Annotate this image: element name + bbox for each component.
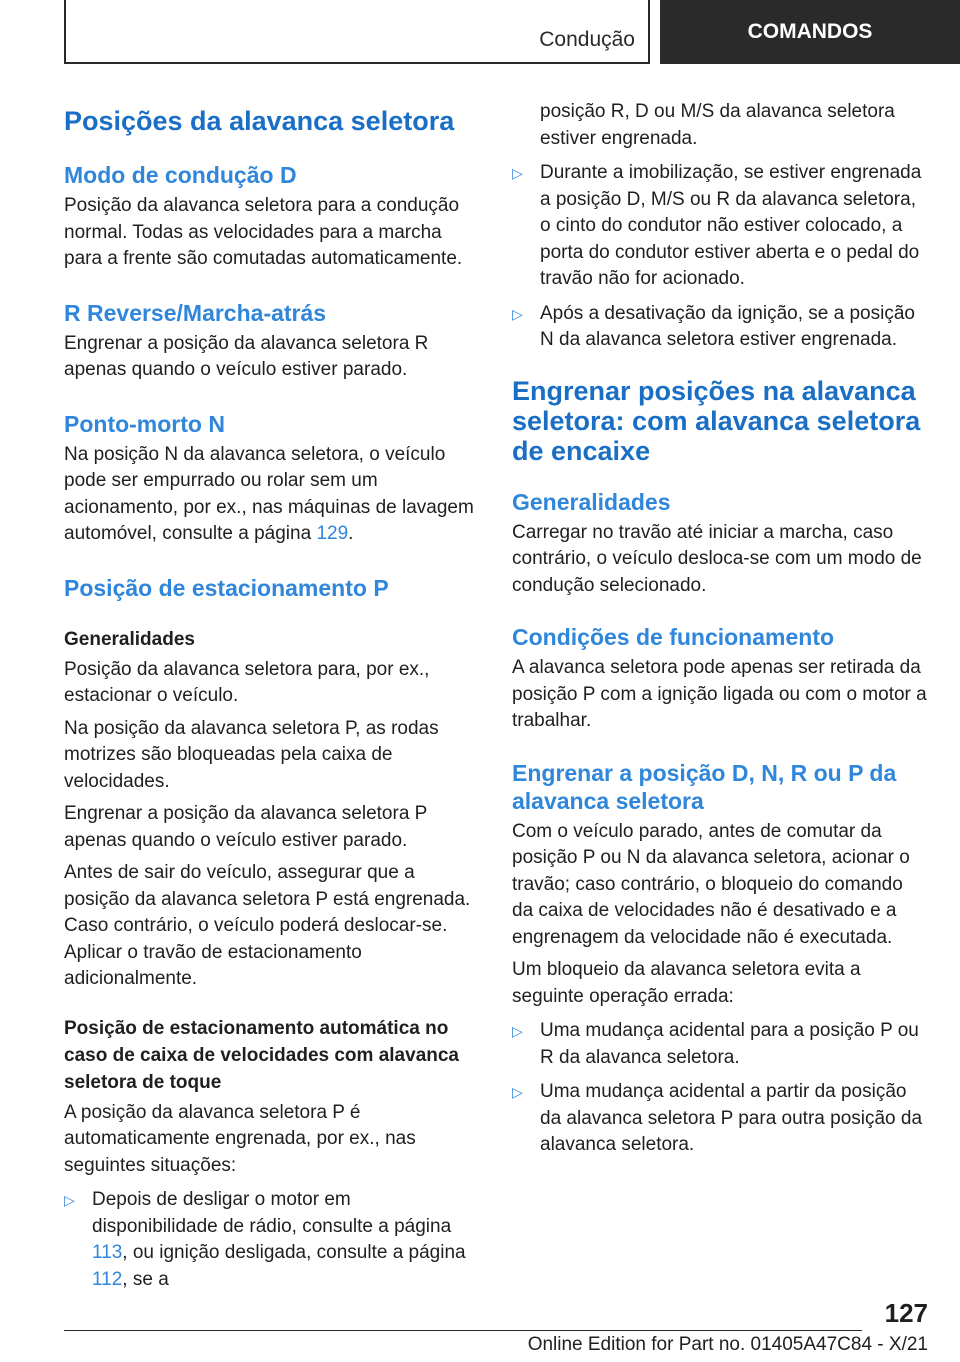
- list-item-text-part: , se a: [122, 1268, 169, 1290]
- heading-general: Generalidades: [512, 488, 671, 515]
- heading-park: Posição de estacionamento P: [64, 574, 389, 601]
- page-link-112[interactable]: 112: [92, 1268, 123, 1290]
- left-column: [64, 96, 478, 1293]
- heading-reverse: R Reverse/Marcha-atrás: [64, 299, 327, 326]
- paragraph-general: Carregar no travão até iniciar a marcha, caso contrário, o veículo desloca-se com um modo de condução selecionado.: [512, 521, 922, 596]
- heading-neutral: Ponto-morto N: [64, 410, 225, 437]
- paragraph-park-1: Posição da alavanca seletora para, por ex., estacionar o veículo.: [64, 658, 430, 706]
- subheading-general: Generalidades: [64, 628, 195, 650]
- page-link-129[interactable]: 129: [316, 523, 349, 544]
- triangle-bullet-icon: ▷: [512, 165, 523, 181]
- section-tab: COMANDOS: [660, 0, 960, 64]
- list-item: [512, 160, 928, 293]
- paragraph-conditions: A alavanca seletora pode apenas ser retirada da posição P com a ignição ligada ou com o motor a trabalhar.: [512, 657, 927, 731]
- triangle-bullet-icon: ▷: [512, 305, 523, 322]
- paragraph-park-4: Antes de sair do veículo, assegurar que a posição da alavanca seletora P está engrenada. Caso contrário, o veículo poderá deslocar-se. Aplicar o travão de estacionamento adicionalmente.: [64, 862, 471, 989]
- paragraph-auto-park: A posição da alavanca seletora P é automaticamente engrenada, por ex., nas seguintes situações:: [64, 1101, 416, 1176]
- heading-conditions: Condições de funcionamento: [512, 624, 835, 650]
- paragraph-neutral-end: .: [348, 523, 354, 544]
- list-item-text: Uma mudança acidental a partir da posição da alavanca seletora P para outra posição da alavanca seletora.: [540, 1081, 923, 1155]
- page-number: 127: [884, 1298, 928, 1328]
- paragraph-mode-d: Posição da alavanca seletora para a condução normal. Todas as velocidades para a marcha para a frente são comutadas automaticamente.: [64, 195, 463, 269]
- page-link-113[interactable]: 113: [92, 1242, 123, 1263]
- list-item-text-part: , ou ignição desligada, consulte a página: [122, 1242, 466, 1263]
- list-item-text: [92, 1187, 478, 1293]
- paragraph-neutral-text: Na posição N da alavanca seletora, o veículo pode ser empurrado ou rolar sem um acionamento, por ex., nas máquinas de lavagem automóvel, consulte a página: [64, 443, 474, 544]
- chapter-title: Condução: [539, 28, 635, 51]
- header-rule-bottom: [64, 62, 650, 64]
- list-item: [512, 301, 928, 354]
- paragraph-reverse: Engrenar a posição da alavanca seletora R apenas quando o veículo estiver parado.: [64, 332, 429, 380]
- paragraph-neutral: [64, 442, 478, 548]
- heading-engage: Engrenar posições na alavanca seletora: com alavanca seletora de encaixe: [512, 375, 921, 466]
- footer-rule: [64, 1330, 862, 1331]
- list-item: [512, 1079, 928, 1159]
- header-rule-left: [64, 0, 66, 64]
- paragraph-park-2: Na posição da alavanca seletora P, as rodas motrizes são bloqueadas pela caixa de velocidades.: [64, 717, 439, 792]
- list-item-text-part: Depois de desligar o motor em disponibilidade de rádio, consulte a página: [92, 1189, 452, 1237]
- list-item: [64, 1187, 478, 1293]
- header-rule-right: [648, 0, 650, 64]
- list-item-continued: [512, 99, 928, 152]
- paragraph-park-3: Engrenar a posição da alavanca seletora P apenas quando o veículo estiver parado.: [64, 803, 428, 851]
- heading-positions: Posições da alavanca seletora: [64, 106, 455, 136]
- paragraph-engage-2: Um bloqueio da alavanca seletora evita a seguinte operação errada:: [512, 959, 861, 1007]
- list-item-text: Durante a imobilização, se estiver engrenada a posição D, M/S ou R da alavanca seletora, o cinto do condutor não estiver colocado, a porta do condutor estiver aberta e o pedal do travão não for acionado.: [540, 162, 922, 289]
- heading-mode-d: Modo de condução D: [64, 162, 297, 188]
- triangle-bullet-icon: ▷: [512, 1084, 523, 1100]
- triangle-bullet-icon: ▷: [512, 1023, 523, 1039]
- list-item-text: Após a desativação da ignição, se a posição N da alavanca seletora estiver engrenada.: [540, 302, 915, 350]
- list-item-text: Uma mudança acidental para a posição P ou R da alavanca seletora.: [540, 1020, 919, 1068]
- subheading-auto-park: Posição de estacionamento automática no caso de caixa de velocidades com alavanca seletora de toque: [64, 1017, 460, 1093]
- list-item-text: posição R, D ou M/S da alavanca seletora estiver engrenada.: [540, 101, 895, 149]
- list-item: [512, 1018, 928, 1071]
- bullet-spacer: [512, 99, 540, 152]
- triangle-bullet-icon: ▷: [64, 1192, 75, 1208]
- right-column: [512, 99, 928, 1159]
- heading-engage-dnrp: Engrenar a posição D, N, R ou P da alavanca seletora: [512, 759, 897, 814]
- paragraph-engage-1: Com o veículo parado, antes de comutar da posição P ou N da alavanca seletora, acionar o travão; caso contrário, o bloqueio do comando da caixa de velocidades não é desativado e a engrenagem da velocidade não é executada.: [512, 820, 910, 948]
- footer-edition: Online Edition for Part no. 01405A47C84 - X/21: [527, 1334, 928, 1355]
